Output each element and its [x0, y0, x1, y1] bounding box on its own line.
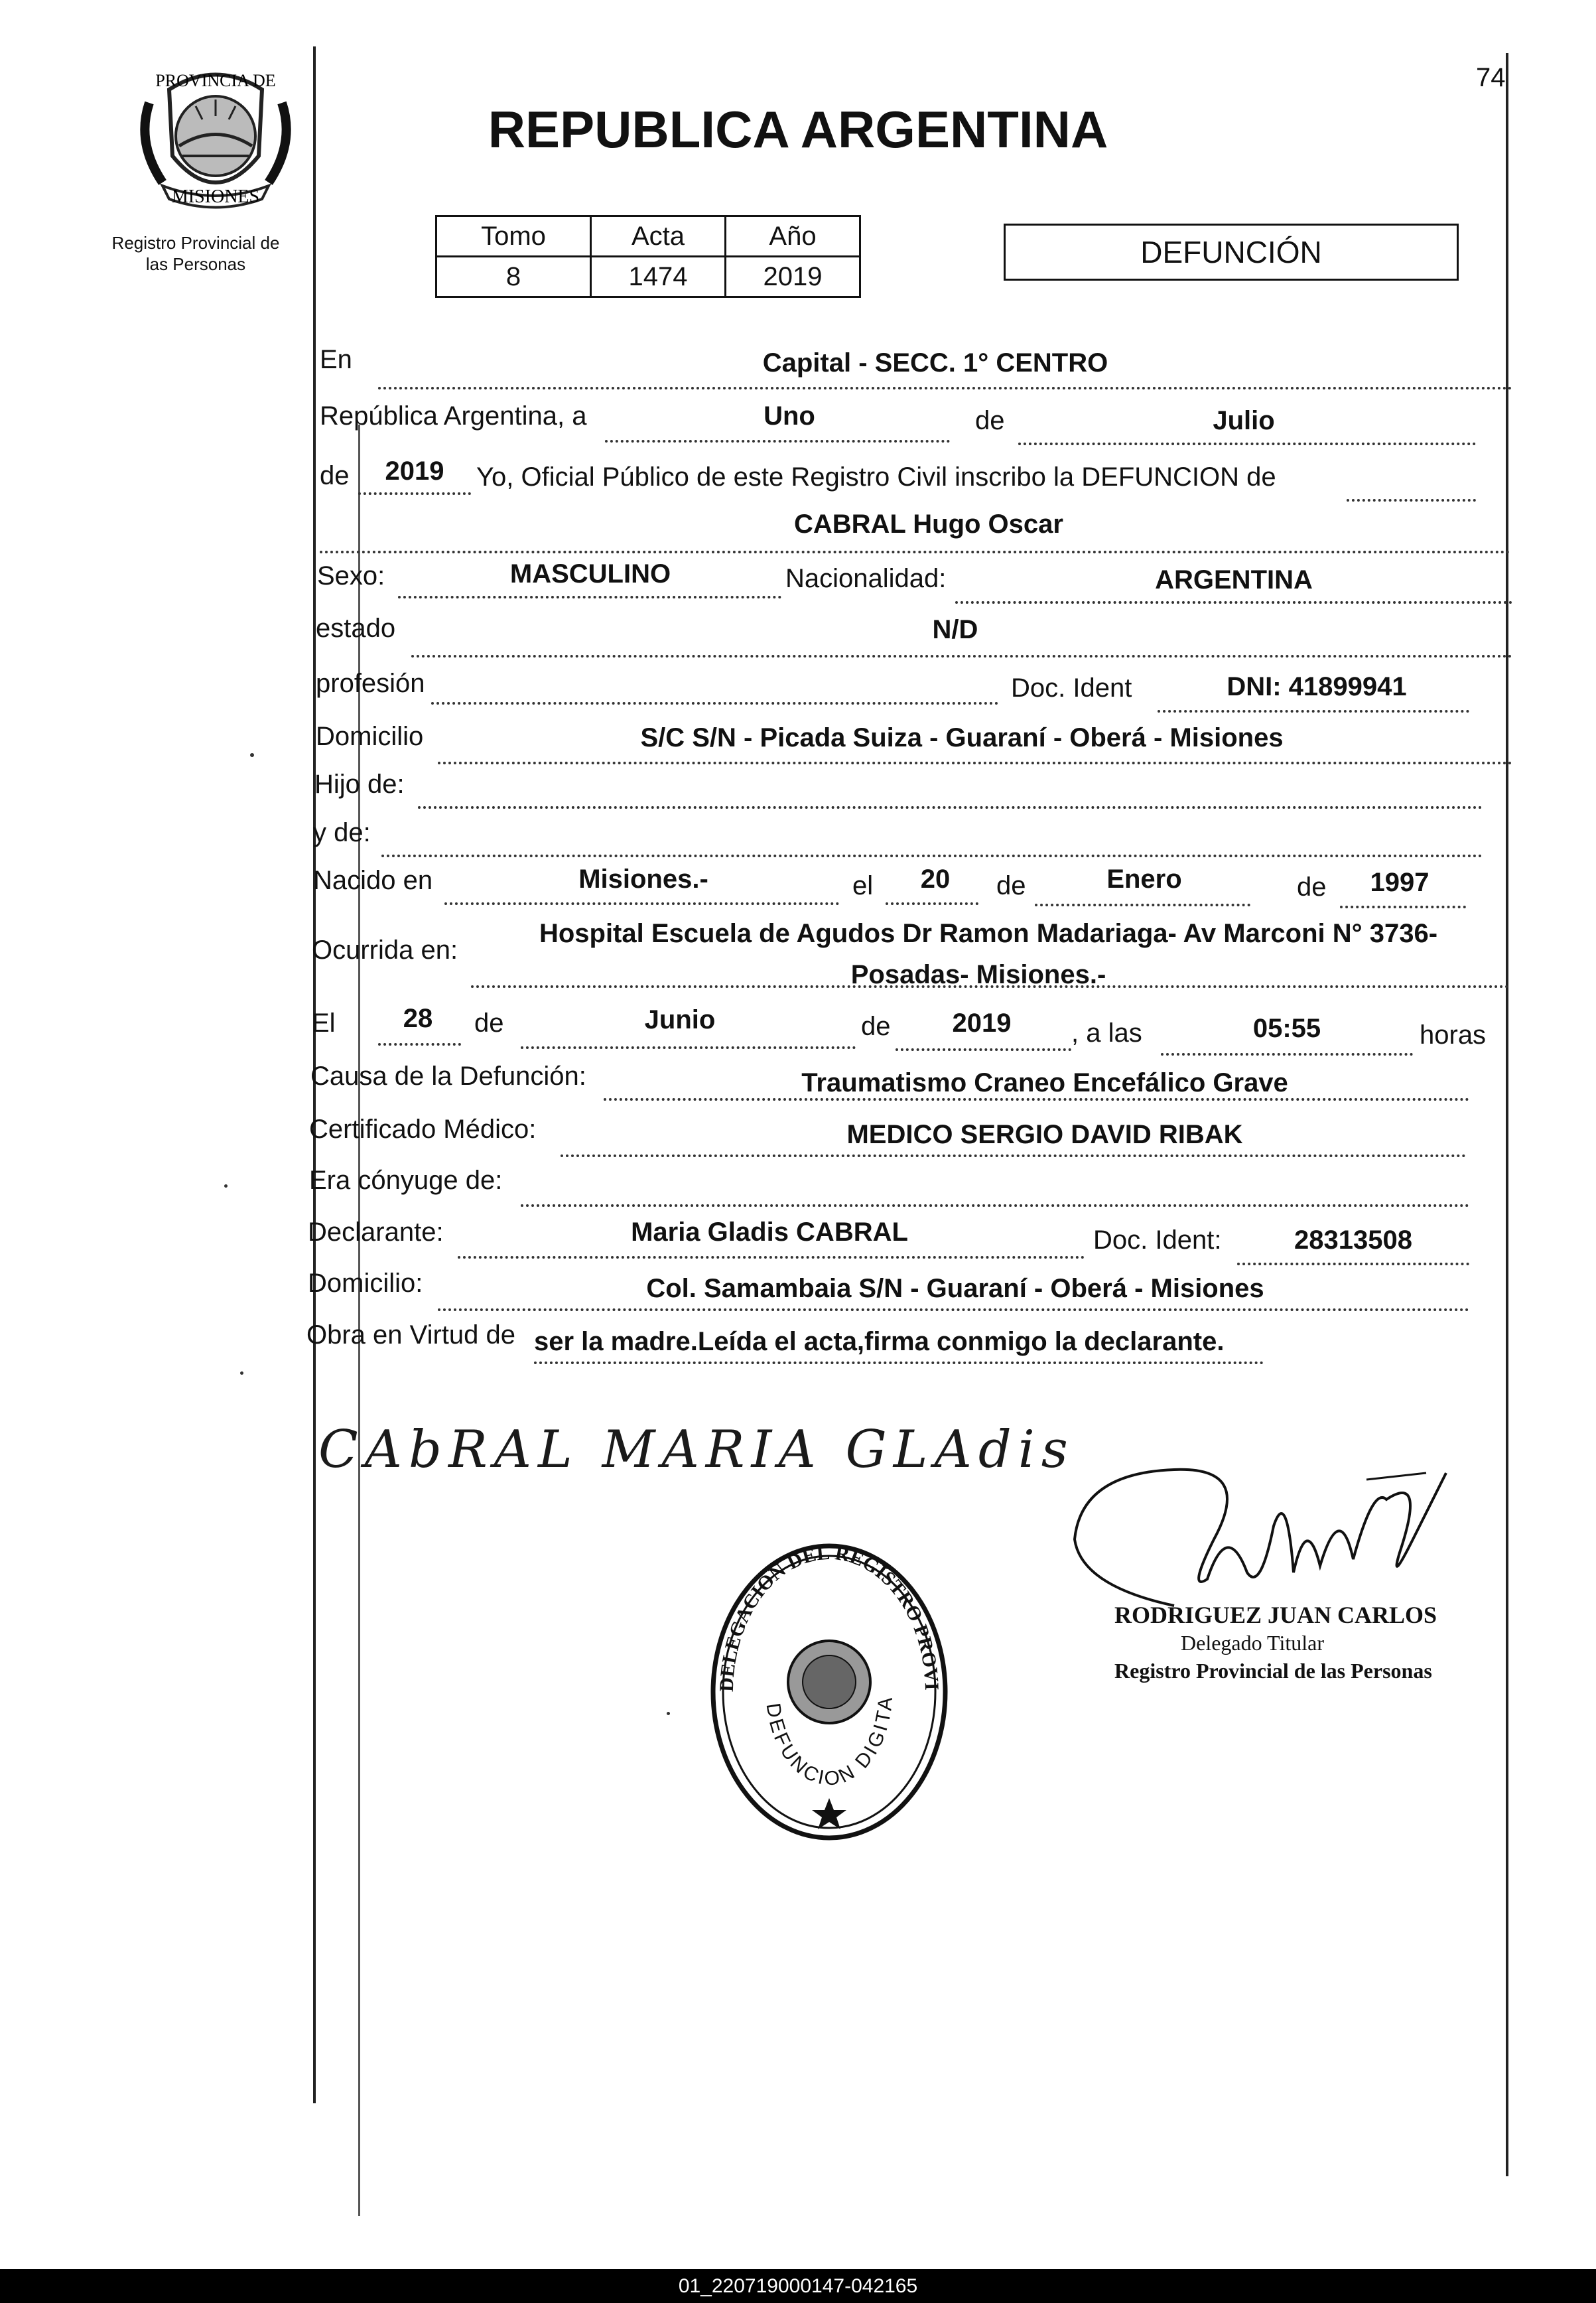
value-birth-day: 20	[920, 865, 951, 894]
record-table	[435, 215, 861, 298]
label-republica: República Argentina, a	[320, 401, 587, 431]
scan-speck	[224, 1184, 228, 1188]
record-table-value-row	[436, 257, 860, 297]
dotted-line	[1161, 1053, 1413, 1056]
dotted-line	[411, 655, 1512, 658]
label-de-4: de	[1297, 872, 1327, 902]
dotted-line	[1018, 443, 1476, 445]
scan-speck	[250, 753, 254, 757]
dotted-line	[438, 1308, 1469, 1311]
registry-name	[90, 232, 302, 275]
table-value-anio: 2019	[726, 257, 860, 297]
label-a-las: , a las	[1071, 1018, 1142, 1048]
label-obra: Obra en Virtud de	[306, 1320, 516, 1350]
value-nacionalidad: ARGENTINA	[1155, 565, 1313, 594]
label-domicilio: Domicilio	[316, 722, 424, 751]
label-y-de: y de:	[313, 818, 371, 847]
value-domicilio-2: Col. Samambaia S/N - Guaraní - Oberá - Misiones	[646, 1274, 1264, 1303]
dotted-line	[561, 1154, 1466, 1157]
dotted-line	[431, 702, 998, 705]
value-year: 2019	[385, 456, 444, 486]
label-de-5: de	[474, 1009, 504, 1038]
label-nacido-en: Nacido en	[313, 866, 433, 895]
table-value-tomo: 8	[436, 257, 591, 297]
dotted-line	[955, 601, 1512, 604]
label-horas: horas	[1420, 1020, 1487, 1050]
dotted-line	[438, 762, 1512, 764]
value-doc-ident: DNI: 41899941	[1227, 672, 1407, 701]
value-domicilio: S/C S/N - Picada Suiza - Guaraní - Oberá - Misiones	[640, 723, 1284, 752]
dotted-line	[378, 387, 1512, 389]
value-death-month: Junio	[644, 1005, 716, 1034]
registry-line-2: las Personas	[145, 254, 246, 274]
dotted-line	[458, 1256, 1085, 1259]
value-ocurrida-line-2: Posadas- Misiones.-	[850, 960, 1106, 989]
official-signature	[1055, 1460, 1453, 1619]
dotted-line	[521, 1046, 856, 1049]
value-month-text: Julio	[1213, 406, 1275, 435]
dotted-line	[604, 1098, 1469, 1101]
value-declarante: Maria Gladis CABRAL	[631, 1218, 908, 1247]
label-declarante: Declarante:	[308, 1218, 444, 1247]
table-value-acta: 1474	[591, 257, 726, 297]
dotted-line	[381, 855, 1483, 857]
dotted-line	[1035, 904, 1250, 906]
dotted-line	[886, 902, 978, 905]
value-death-time: 05:55	[1252, 1014, 1321, 1043]
label-causa: Causa de la Defunción:	[310, 1062, 586, 1091]
label-estado: estado	[316, 614, 396, 643]
value-declarante-doc: 28313508	[1294, 1225, 1412, 1255]
label-nacionalidad: Nacionalidad:	[785, 564, 947, 593]
table-header-tomo: Tomo	[436, 216, 591, 257]
shield-top-text: PROVINCIA DE	[155, 71, 276, 90]
label-de-2: de	[320, 461, 350, 490]
dotted-line	[605, 440, 950, 443]
dotted-line	[1158, 710, 1469, 713]
dotted-line	[358, 492, 471, 495]
label-doc-ident: Doc. Ident	[1011, 673, 1132, 703]
declarant-signature: CAbRAL MARIA GLAdis	[318, 1420, 1075, 1480]
label-de-3: de	[996, 871, 1026, 900]
label-profesion: profesión	[316, 669, 425, 698]
scan-speck	[667, 1712, 670, 1715]
value-birth-year: 1997	[1370, 868, 1430, 897]
value-causa: Traumatismo Craneo Encefálico Grave	[801, 1068, 1288, 1097]
dotted-line	[418, 806, 1483, 809]
label-el-1: el	[852, 871, 874, 900]
value-death-year: 2019	[952, 1009, 1012, 1038]
official-name: RODRIGUEZ JUAN CARLOS	[1114, 1602, 1437, 1628]
label-en: En	[320, 345, 352, 374]
shield-bottom-text: MISIONES	[171, 186, 260, 207]
official-title: Delegado Titular	[1181, 1631, 1324, 1655]
value-ocurrida-line-1: Hospital Escuela de Agudos Dr Ramon Madariaga- Av Marconi N° 3736-	[539, 919, 1438, 948]
scan-speck	[240, 1371, 243, 1375]
dotted-line	[378, 1043, 461, 1046]
value-estado: N/D	[932, 615, 978, 644]
page-number: 74	[1476, 63, 1506, 92]
right-border-line	[1506, 53, 1508, 2176]
value-place: Capital - SECC. 1° CENTRO	[762, 348, 1108, 378]
label-de-6: de	[861, 1012, 891, 1041]
dotted-line	[534, 1361, 1264, 1364]
label-certificado: Certificado Médico:	[309, 1115, 537, 1144]
dotted-line	[444, 902, 839, 905]
label-sexo: Sexo:	[317, 561, 385, 591]
label-ocurrida-en: Ocurrida en:	[312, 936, 458, 965]
record-table-header-row	[436, 216, 860, 257]
table-header-anio: Año	[726, 216, 860, 257]
dotted-line	[1237, 1263, 1469, 1265]
footer-code: 01_220719000147-042165	[0, 2269, 1596, 2303]
value-obra: ser la madre.Leída el acta,firma conmigo la declarante.	[534, 1327, 1225, 1356]
label-yo-oficial: Yo, Oficial Público de este Registro Civil inscribo la DEFUNCION de	[476, 462, 1276, 492]
dotted-line	[1340, 906, 1466, 908]
dotted-line	[896, 1048, 1071, 1051]
dotted-line	[320, 551, 1510, 553]
label-domicilio-2: Domicilio:	[308, 1269, 423, 1298]
value-birth-month: Enero	[1106, 865, 1182, 894]
value-certificado: MEDICO SERGIO DAVID RIBAK	[846, 1120, 1243, 1149]
official-org: Registro Provincial de las Personas	[1114, 1659, 1432, 1683]
label-conyuge: Era cónyuge de:	[309, 1166, 503, 1195]
value-sexo: MASCULINO	[509, 559, 671, 589]
registry-line-1: Registro Provincial de	[111, 233, 280, 253]
value-deceased-name: CABRAL Hugo Oscar	[794, 510, 1063, 539]
table-header-acta: Acta	[591, 216, 726, 257]
page-title: REPUBLICA ARGENTINA	[488, 100, 1108, 159]
dotted-line	[398, 596, 781, 598]
value-nacido-en: Misiones.-	[578, 865, 708, 894]
stamp-inner-text-path: DEFUNCION DIGITA	[762, 1693, 898, 1791]
value-death-day: 28	[403, 1004, 433, 1033]
dotted-line	[521, 1204, 1469, 1207]
label-doc-ident-2: Doc. Ident:	[1093, 1225, 1222, 1255]
dotted-line	[1347, 499, 1476, 502]
stamp-outer-text-path: DELEGACION DEL REGISTRO PROVI	[715, 1541, 943, 1693]
label-el-2: El	[312, 1009, 336, 1038]
value-day-text: Uno	[764, 401, 815, 431]
label-de-1: de	[975, 406, 1005, 435]
registry-stamp	[706, 1539, 952, 1845]
record-type-box: DEFUNCIÓN	[1004, 224, 1459, 281]
label-hijo-de: Hijo de:	[314, 770, 405, 799]
